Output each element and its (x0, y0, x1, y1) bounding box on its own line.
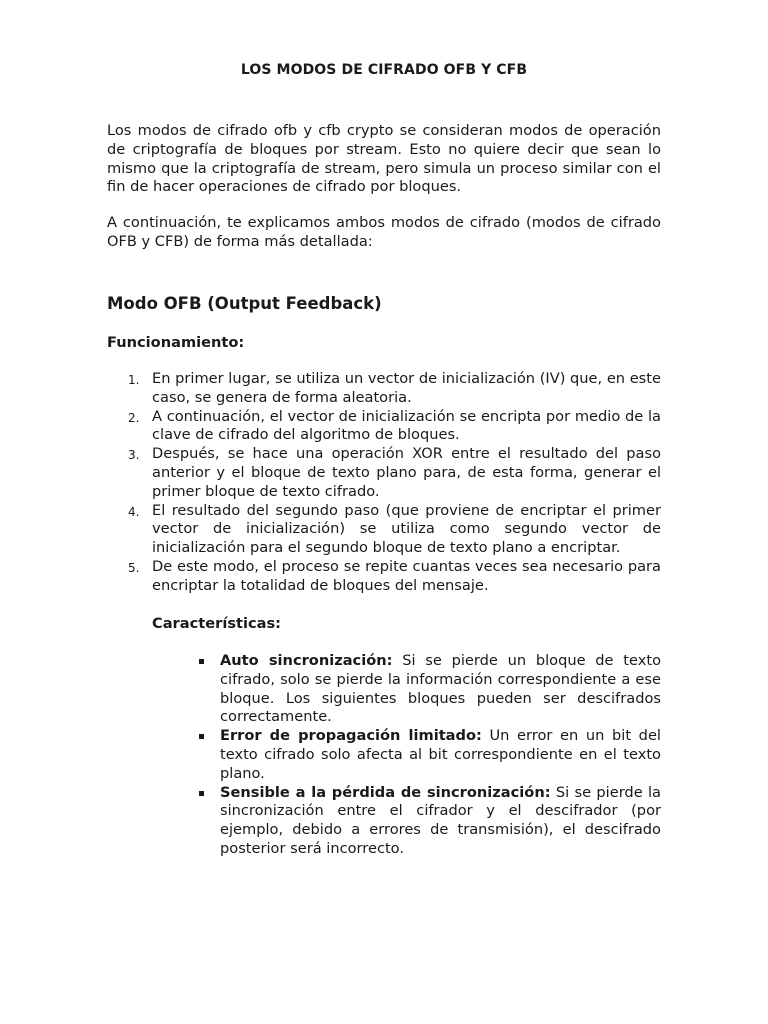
step-text: Después, se hace una operación XOR entre el resultado del paso anterior y el bloque de texto plano para, de esta forma, generar el primer bloque de texto cifrado. (152, 445, 661, 500)
step-text: El resultado del segundo paso (que proviene de encriptar el primer vector de inicialización) se utiliza como segundo vector de inicialización para el segundo bloque de texto plano a encriptar. (152, 501, 661, 557)
characteristic-term: Sensible a la pérdida de sincronización: (220, 783, 551, 801)
subheading-caracteristicas: Características: (152, 615, 282, 632)
characteristic-item (220, 652, 661, 727)
characteristics-list (220, 652, 661, 859)
intro-paragraph-1: Los modos de cifrado ofb y cfb crypto se consideran modos de operación de criptografía de bloques por stream. Esto no quiere decir que sean lo mismo que la criptografía de stream, pero simula un proceso similar con el fin de hacer operaciones de cifrado por bloques. (107, 122, 661, 196)
section-heading-ofb: Modo OFB (Output Feedback) (107, 294, 382, 313)
intro-paragraph-2: A continuación, te explicamos ambos modos de cifrado (modos de cifrado OFB y CFB) de forma más detallada: (107, 214, 661, 250)
square-bullet-icon (199, 734, 204, 739)
characteristic-term: Auto sincronización: (220, 652, 393, 669)
steps-list (107, 370, 661, 596)
step-text: En primer lugar, se utiliza un vector de inicialización (IV) que, en este caso, se genera de forma aleatoria. (152, 370, 661, 406)
square-bullet-icon (199, 659, 204, 664)
characteristic-text: Si se pierde la sincronización entre el cifrador y el descifrador (por ejemplo, debido a errores de transmisión), el descifrado posterior será incorrecto. (220, 783, 661, 857)
step-number: 4. (128, 504, 140, 519)
step-number: 1. (128, 373, 140, 387)
characteristic-item (220, 727, 661, 783)
step-number: 3. (128, 448, 140, 463)
step-item (107, 445, 661, 501)
step-number: 2. (128, 410, 140, 425)
step-item (107, 502, 661, 558)
step-item (107, 558, 661, 596)
characteristic-text: Un error en un bit del texto cifrado solo afecta al bit correspondiente en el texto plano. (220, 727, 661, 782)
subheading-funcionamiento: Funcionamiento: (107, 334, 245, 351)
step-text: De este modo, el proceso se repite cuantas veces sea necesario para encriptar la totalidad de bloques del mensaje. (152, 557, 661, 594)
step-item (107, 370, 661, 408)
characteristic-term: Error de propagación limitado: (220, 727, 482, 745)
step-text: A continuación, el vector de inicialización se encripta por medio de la clave de cifrado del algoritmo de bloques. (152, 407, 661, 444)
square-bullet-icon (199, 791, 204, 796)
document-title: LOS MODOS DE CIFRADO OFB Y CFB (240, 62, 528, 78)
characteristic-item (220, 784, 661, 859)
step-number: 5. (128, 560, 140, 575)
step-item (107, 408, 661, 446)
characteristic-text: Si se pierde un bloque de texto cifrado, solo se pierde la información correspondiente a ese bloque. Los siguientes bloques pueden ser descifrados correctamente. (220, 652, 662, 726)
